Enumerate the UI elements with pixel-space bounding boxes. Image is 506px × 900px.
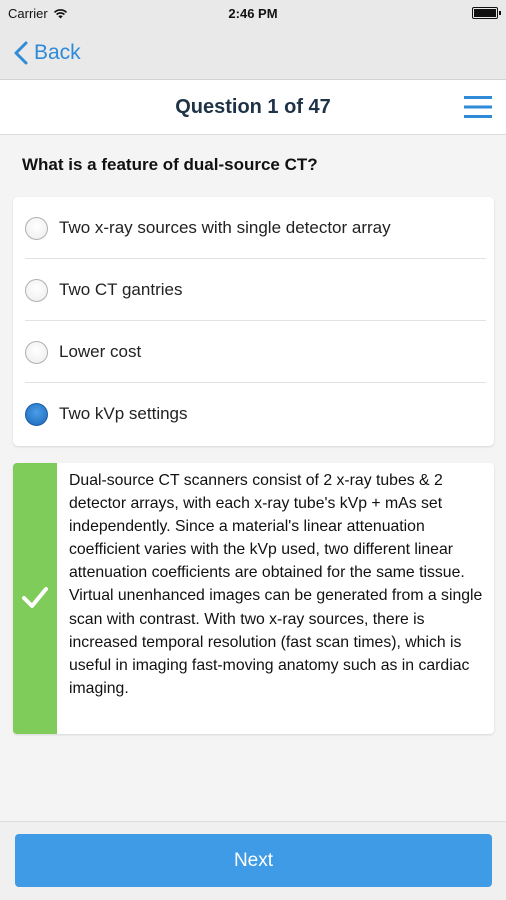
chevron-left-icon — [14, 41, 28, 65]
status-time: 2:46 PM — [228, 6, 278, 21]
option-label: Two CT gantries — [59, 280, 183, 299]
option-label: Two kVp settings — [59, 404, 188, 423]
menu-button[interactable] — [464, 94, 492, 120]
question-header — [0, 80, 506, 135]
answer-option-3[interactable] — [13, 321, 494, 383]
answer-option-4[interactable] — [13, 383, 494, 445]
radio-button[interactable] — [25, 279, 48, 302]
checkmark-icon — [21, 583, 49, 611]
radio-button[interactable] — [25, 341, 48, 364]
radio-button-selected[interactable] — [25, 403, 48, 426]
page-title: Question 1 of 47 — [175, 96, 331, 118]
answer-explanation — [13, 463, 494, 734]
carrier-label: Carrier — [8, 6, 48, 21]
bottom-bar — [0, 821, 506, 900]
navigation-bar — [0, 28, 506, 80]
answer-option-2[interactable] — [13, 259, 494, 321]
status-bar — [0, 0, 506, 28]
explanation-text: Dual-source CT scanners consist of 2 x-ray tubes & 2 detector arrays, with each x-ray tube's kVp + mAs set independently. Since a material's linear attenuation coefficient varies with the kVp used, two different linear attenuation coefficients are obtained for the same tissue. Virtual unenhanced images can be generated from a single scan with contrast. With two x-ray sources, there is increased temporal resolution (fast scan times), which is useful in imaging fast-moving anatomy such as in cardiac imaging. — [69, 472, 483, 697]
battery-icon — [472, 7, 498, 19]
radio-button[interactable] — [25, 217, 48, 240]
option-label: Two x-ray sources with single detector array — [59, 218, 391, 237]
answer-options — [13, 197, 494, 446]
question-text: What is a feature of dual-source CT? — [22, 155, 318, 174]
option-label: Lower cost — [59, 342, 142, 361]
hamburger-menu-icon — [464, 94, 492, 120]
answer-option-1[interactable] — [13, 197, 494, 259]
next-button[interactable]: Next — [15, 834, 492, 887]
back-label: Back — [34, 41, 81, 64]
correct-indicator — [13, 463, 57, 734]
back-button[interactable] — [14, 38, 81, 68]
